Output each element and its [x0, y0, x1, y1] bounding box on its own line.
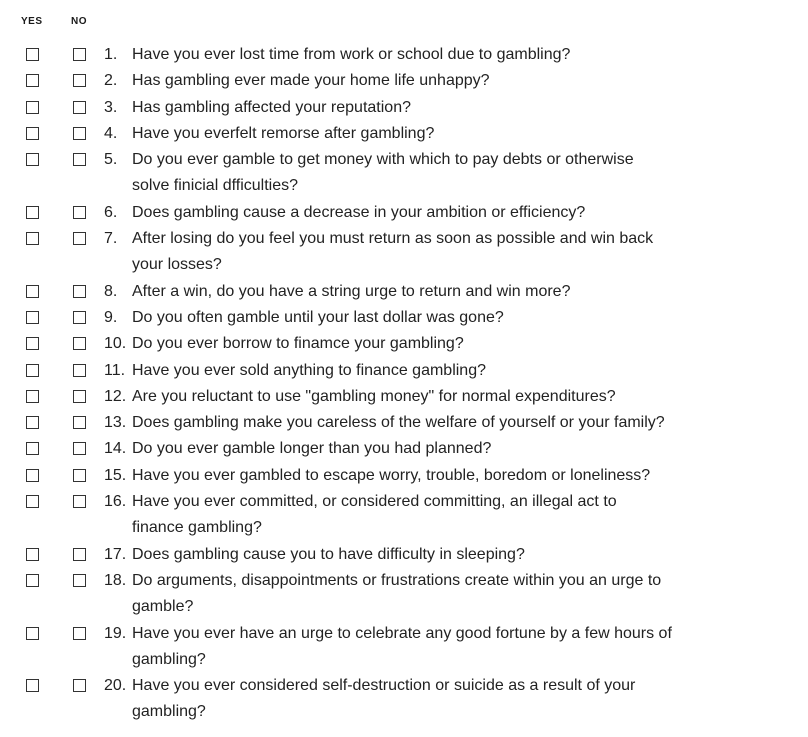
question-item [0, 542, 808, 568]
question-text [132, 384, 616, 410]
question-number: 5. [104, 151, 118, 169]
question-text-line: Do you ever gamble to get money with which to pay debts or otherwise [132, 151, 634, 169]
question-item [0, 621, 808, 674]
question-number: 2. [104, 72, 118, 90]
question-item [0, 121, 808, 147]
yes-checkbox[interactable] [26, 48, 39, 61]
yes-checkbox[interactable] [26, 101, 39, 114]
question-item [0, 358, 808, 384]
yes-checkbox[interactable] [26, 495, 39, 508]
no-checkbox[interactable] [73, 48, 86, 61]
question-text-line: gamble? [132, 598, 194, 616]
question-text-line: gambling? [132, 650, 206, 668]
column-header [0, 16, 808, 32]
no-checkbox[interactable] [73, 206, 86, 219]
yes-checkbox[interactable] [26, 127, 39, 140]
question-number: 16. [104, 493, 127, 511]
question-text-line: Have you everfelt remorse after gambling? [132, 124, 435, 142]
question-text [132, 95, 411, 121]
question-text [132, 68, 490, 94]
no-checkbox[interactable] [73, 364, 86, 377]
question-text [132, 436, 491, 462]
yes-checkbox[interactable] [26, 285, 39, 298]
yes-column-label: YES [21, 16, 43, 27]
question-text-line: Have you ever committed, or considered committing, an illegal act to [132, 493, 617, 511]
question-number: 12. [104, 387, 127, 405]
no-checkbox[interactable] [73, 337, 86, 350]
question-text-line: Do arguments, disappointments or frustrations create within you an urge to [132, 571, 662, 589]
question-text-line: solve finicial dfficulties? [132, 177, 299, 195]
question-text-line: Has gambling affected your reputation? [132, 98, 411, 116]
question-item [0, 489, 808, 542]
question-item [0, 673, 808, 726]
no-checkbox[interactable] [73, 495, 86, 508]
question-text [132, 226, 653, 279]
question-item [0, 305, 808, 331]
question-text-line: After a win, do you have a string urge to return and win more? [132, 282, 571, 300]
question-text [132, 542, 525, 568]
question-text [132, 410, 665, 436]
question-number: 1. [104, 46, 118, 63]
question-number: 9. [104, 308, 118, 326]
question-text-line: Have you ever have an urge to celebrate any good fortune by a few hours of [132, 624, 672, 642]
no-checkbox[interactable] [73, 627, 86, 640]
question-text-line: Do you often gamble until your last dollar was gone? [132, 308, 504, 326]
yes-checkbox[interactable] [26, 416, 39, 429]
question-item [0, 147, 808, 200]
question-number: 11. [104, 361, 126, 379]
question-number: 17. [104, 545, 127, 563]
question-number: 8. [104, 282, 118, 300]
question-text [132, 305, 504, 331]
question-number: 4. [104, 124, 118, 142]
no-checkbox[interactable] [73, 679, 86, 692]
question-text-line: Has gambling ever made your home life unhappy? [132, 72, 490, 90]
no-checkbox[interactable] [73, 442, 86, 455]
question-text [132, 673, 635, 726]
question-number: 10. [104, 335, 127, 353]
question-text [132, 568, 661, 621]
yes-checkbox[interactable] [26, 337, 39, 350]
question-item [0, 410, 808, 436]
question-number: 13. [104, 414, 127, 432]
yes-checkbox[interactable] [26, 74, 39, 87]
no-checkbox[interactable] [73, 232, 86, 245]
question-number: 19. [104, 624, 127, 642]
yes-checkbox[interactable] [26, 153, 39, 166]
no-checkbox[interactable] [73, 153, 86, 166]
question-number: 7. [104, 230, 118, 248]
question-text [132, 279, 570, 305]
no-checkbox[interactable] [73, 74, 86, 87]
question-text-line: your losses? [132, 256, 222, 274]
question-item [0, 95, 808, 121]
question-text-line: Have you ever sold anything to finance gambling? [132, 361, 486, 379]
question-text [132, 42, 570, 68]
question-text-line: Do you ever borrow to finamce your gambling? [132, 335, 464, 353]
yes-checkbox[interactable] [26, 232, 39, 245]
question-text-line: Have you ever considered self-destruction or suicide as a result of your [132, 677, 636, 695]
no-checkbox[interactable] [73, 285, 86, 298]
yes-checkbox[interactable] [26, 548, 39, 561]
question-number: 14. [104, 440, 127, 458]
question-text-line: After losing do you feel you must return as soon as possible and win back [132, 230, 654, 248]
question-number: 6. [104, 203, 118, 221]
question-item [0, 68, 808, 94]
question-number: 3. [104, 98, 118, 116]
question-text [132, 147, 634, 200]
yes-checkbox[interactable] [26, 442, 39, 455]
questionnaire-list [0, 42, 808, 726]
question-text [132, 621, 672, 674]
question-item [0, 463, 808, 489]
question-item [0, 200, 808, 226]
question-item [0, 568, 808, 621]
yes-checkbox[interactable] [26, 390, 39, 403]
question-text [132, 331, 464, 357]
question-number: 20. [104, 677, 127, 695]
yes-checkbox[interactable] [26, 469, 39, 482]
no-checkbox[interactable] [73, 469, 86, 482]
question-item [0, 42, 808, 68]
yes-checkbox[interactable] [26, 627, 39, 640]
question-text [132, 358, 486, 384]
question-text-line: Have you ever gambled to escape worry, trouble, boredom or loneliness? [132, 466, 651, 484]
yes-checkbox[interactable] [26, 679, 39, 692]
question-number: 15. [104, 466, 127, 484]
no-checkbox[interactable] [73, 311, 86, 324]
question-text-line: Does gambling cause a decrease in your ambition or efficiency? [132, 203, 586, 221]
yes-checkbox[interactable] [26, 311, 39, 324]
question-text [132, 200, 585, 226]
no-checkbox[interactable] [73, 574, 86, 587]
question-item [0, 226, 808, 279]
question-item [0, 436, 808, 462]
yes-checkbox[interactable] [26, 206, 39, 219]
question-text [132, 121, 434, 147]
no-checkbox[interactable] [73, 548, 86, 561]
no-checkbox[interactable] [73, 390, 86, 403]
question-text-line: finance gambling? [132, 519, 262, 537]
no-checkbox[interactable] [73, 416, 86, 429]
question-item [0, 279, 808, 305]
question-text-line: Does gambling cause you to have difficulty in sleeping? [132, 545, 525, 563]
question-text [132, 463, 650, 489]
no-checkbox[interactable] [73, 101, 86, 114]
question-number: 18. [104, 571, 127, 589]
question-text-line: Have you ever lost time from work or school due to gambling? [132, 46, 571, 63]
question-text-line: gambling? [132, 703, 206, 721]
question-item [0, 384, 808, 410]
question-item [0, 331, 808, 357]
question-text-line: Are you reluctant to use "gambling money" for normal expenditures? [132, 387, 616, 405]
yes-checkbox[interactable] [26, 364, 39, 377]
question-text [132, 489, 617, 542]
yes-checkbox[interactable] [26, 574, 39, 587]
no-column-label: NO [71, 16, 87, 27]
question-text-line: Does gambling make you careless of the welfare of yourself or your family? [132, 414, 665, 432]
no-checkbox[interactable] [73, 127, 86, 140]
question-text-line: Do you ever gamble longer than you had planned? [132, 440, 492, 458]
